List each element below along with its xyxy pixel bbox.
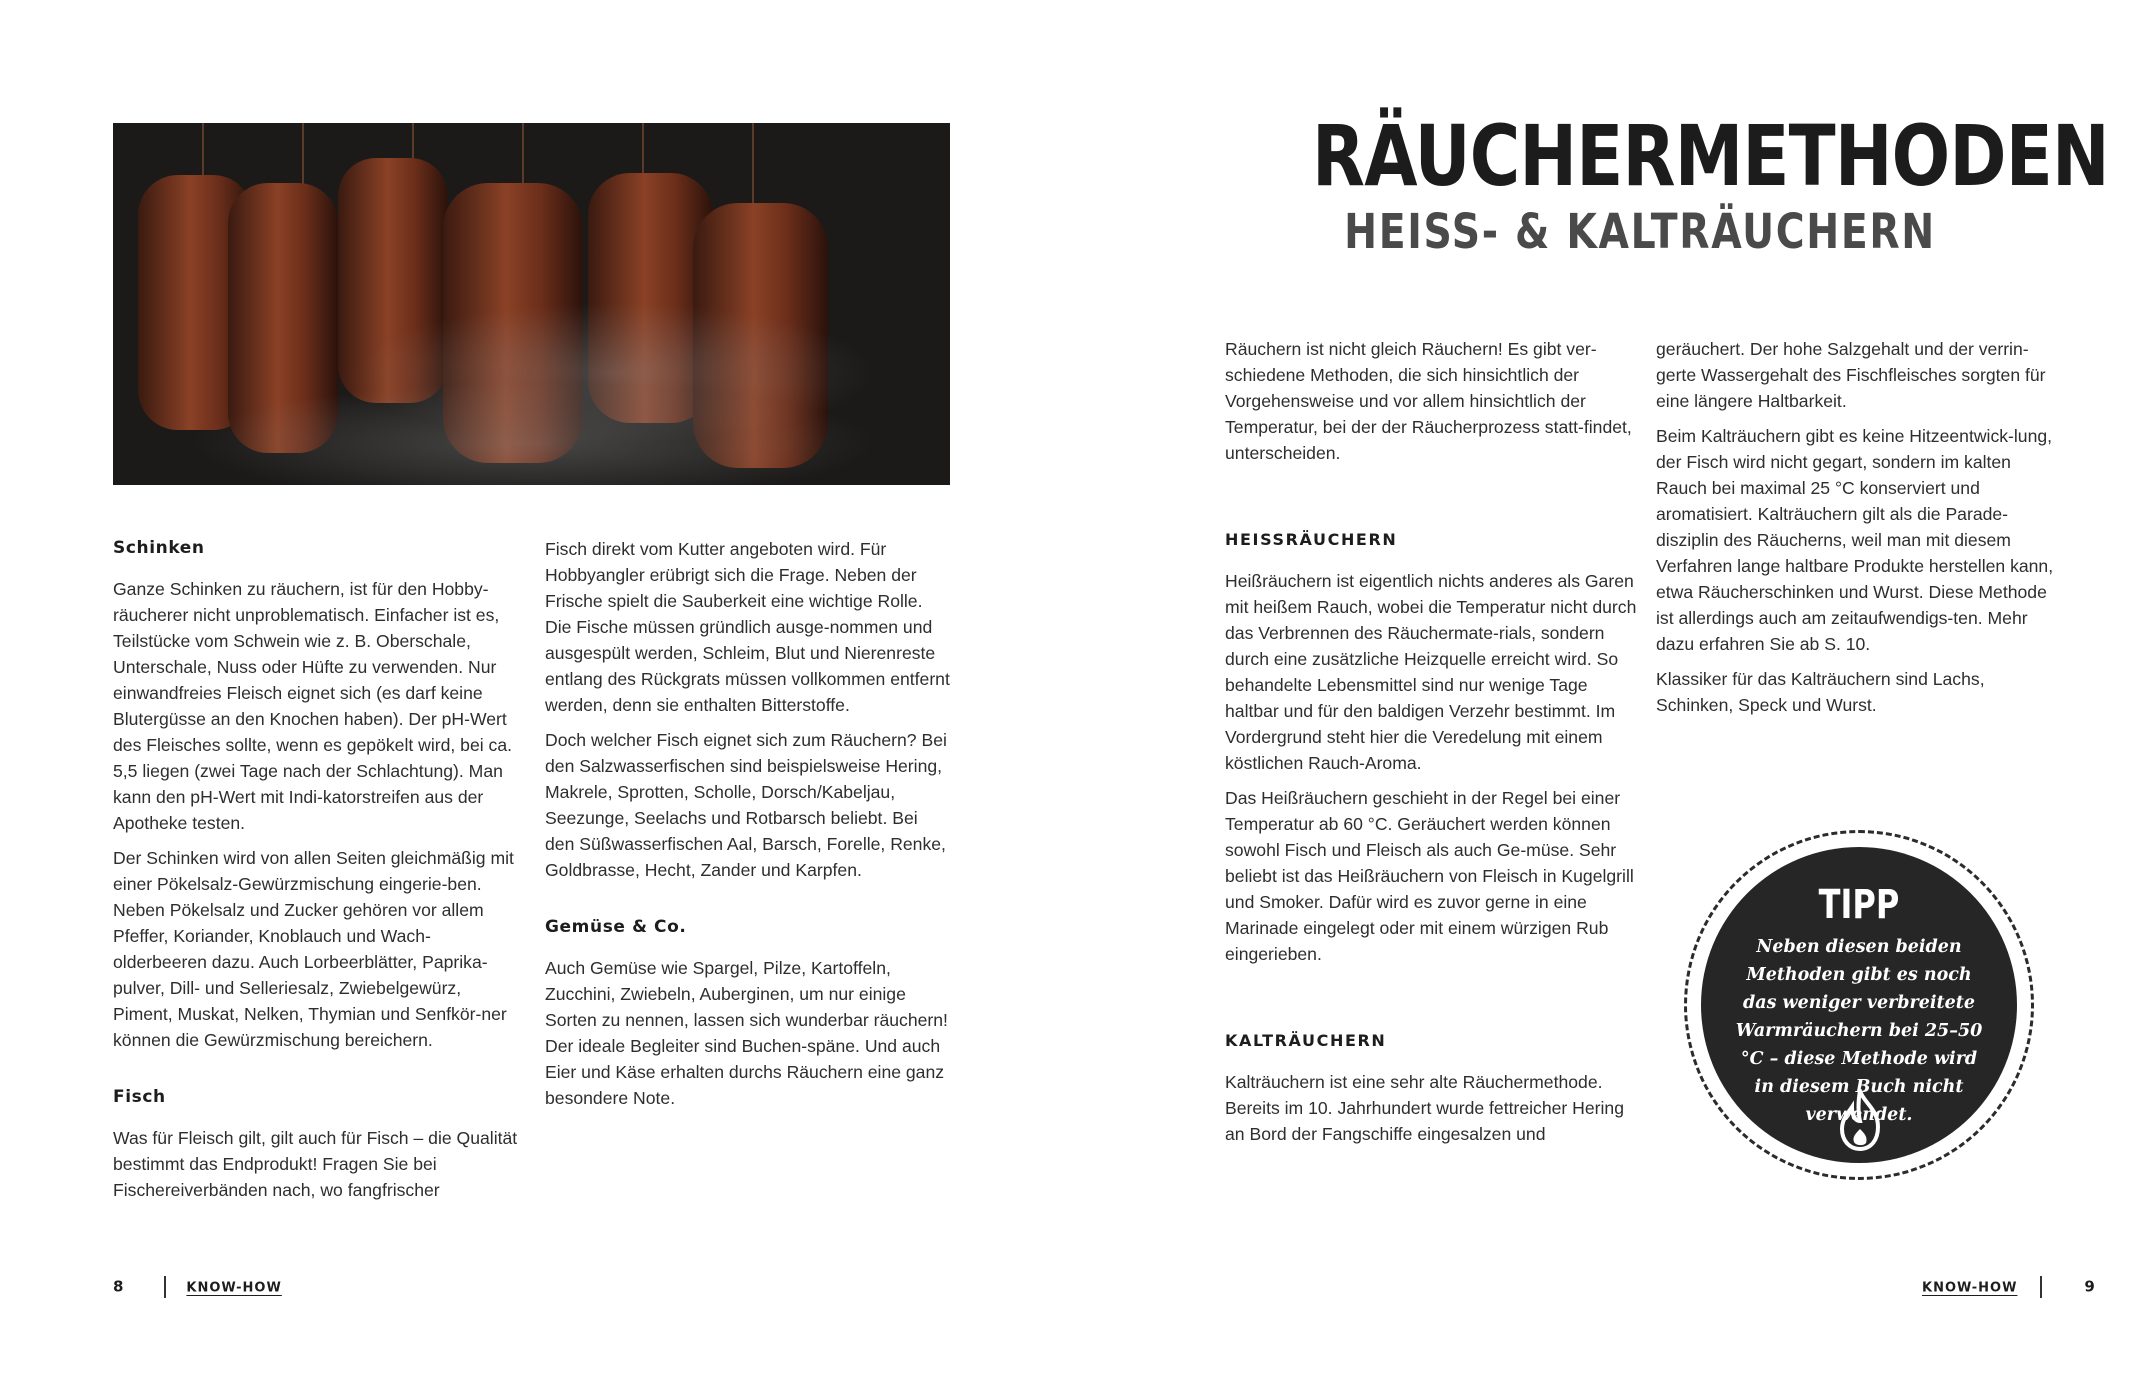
kalt-paragraph-2: geräuchert. Der hohe Salzgehalt und der verrin-gerte Wassergehalt des Fischfleisches sorgten für eine längere Haltbarkeit. [1656,339,2046,411]
left-column-2 [545,536,950,1120]
fisch-paragraph-2: Fisch direkt vom Kutter angeboten wird. Für Hobbyangler erübrigt sich die Frage. Neben der Frische spielt die Sauberkeit eine wichtige Rolle. Die Fische müssen gründlich ausge-nommen und ausgespült werden, Schleim, Blut und Nierenreste entlang des Rückgrats müssen vollkommen entfernt werden, denn sie enthalten Bitterstoffe. [545,539,950,715]
heading-fisch: Fisch [113,1087,166,1107]
intro-paragraph: Räuchern ist nicht gleich Räuchern! Es gibt ver-schiedene Methoden, die sich hinsichtlich der Vorgehensweise und vor allem hinsichtlich der Temperatur, bei der der Räucherprozess statt-findet, unterscheiden. [1225,339,1632,463]
left-column-1 [113,536,521,1212]
left-footer [113,1276,282,1299]
tip-circle [1701,847,2017,1163]
page-title: RÄUCHERMETHODEN [1312,107,2109,205]
section-label-right: KNOW-HOW [1922,1280,2018,1296]
right-column-2 [1656,336,2066,727]
smoked-ham-photo [113,123,950,485]
kalt-paragraph-1: Kalträuchern ist eine sehr alte Räuchermethode. Bereits im 10. Jahrhundert wurde fettreicher Hering an Bord der Fangschiffe eingesalzen und [1225,1072,1624,1144]
schinken-paragraph-1: Ganze Schinken zu räuchern, ist für den Hobby-räucherer nicht unproblematisch. Einfacher ist es, Teilstücke vom Schwein wie z. B. Oberschale, Unterschale, Nuss oder Hüfte zu verwenden. Nur einwandfreies Fleisch eignet sich (es darf keine Blutergüsse an den Knochen haben). Der pH-Wert des Fleisches sollte, wenn es gepökelt wird, bei ca. 5,5 liegen (zwei Tage nach der Schlachtung). Man kann den pH-Wert mit Indi-katorstreifen aus der Apotheke testen. [113,579,512,833]
page-number-left: 8 [113,1277,124,1296]
fisch-paragraph-1: Was für Fleisch gilt, gilt auch für Fisch – die Qualität bestimmt das Endprodukt! Fragen Sie bei Fischereiverbänden nach, wo fangfrischer [113,1128,518,1200]
footer-divider-right [2040,1276,2042,1298]
flame-icon [1834,1089,1886,1151]
heading-schinken: Schinken [113,538,205,558]
heading-heissraeuchern: HEISSRÄUCHERN [1225,530,1398,549]
right-column-1 [1225,336,1637,1156]
page-headline [1240,107,2109,260]
heading-gemuese: Gemüse & Co. [545,917,687,937]
page-subtitle: HEISS- & KALTRÄUCHERN [1344,204,1936,260]
tip-badge [1684,830,2034,1180]
smoked-ham-illustration [113,123,950,485]
kalt-paragraph-4: Klassiker für das Kalträuchern sind Lachs, Schinken, Speck und Wurst. [1656,669,1985,715]
schinken-paragraph-2: Der Schinken wird von allen Seiten gleichmäßig mit einer Pökelsalz-Gewürzmischung eingerie-ben. Neben Pökelsalz und Zucker gehören vor allem Pfeffer, Koriander, Knoblauch und Wach-olderbeeren dazu. Auch Lorbeerblätter, Paprika-pulver, Dill- und Selleriesalz, Zwiebelgewürz, Piment, Muskat, Nelken, Thymian und Senfkör-ner können die Gewürzmischung bereichern. [113,848,514,1050]
section-label-left: KNOW-HOW [186,1280,282,1296]
heiss-paragraph-1: Heißräuchern ist eigentlich nichts anderes als Garen mit heißem Rauch, wobei die Temperatur nicht durch das Verbrennen des Räuchermate-rials, sondern durch eine zusätzliche Heizquelle erreicht wird. So behandelte Lebensmittel sind nur wenige Tage haltbar und für den baldigen Verzehr bestimmt. Im Vordergrund steht hier die Veredelung mit einem köstlichen Rauch-Aroma. [1225,571,1637,773]
right-footer [1922,1276,2095,1299]
tip-title: TIPP [1818,882,1900,928]
kalt-paragraph-3: Beim Kalträuchern gibt es keine Hitzeentwick-lung, der Fisch wird nicht gegart, sondern im kalten Rauch bei maximal 25 °C konserviert und aromatisiert. Kalträuchern gilt als die Parade-disziplin des Räucherns, weil man mit diesem Verfahren lange haltbare Produkte herstellen kann, etwa Räucherschinken und Wurst. Diese Methode ist allerdings auch am zeitaufwendigs-ten. Mehr dazu erfahren Sie ab S. 10. [1656,426,2054,654]
heiss-paragraph-2: Das Heißräuchern geschieht in der Regel bei einer Temperatur ab 60 °C. Geräuchert werden können sowohl Fisch und Fleisch als auch Ge-müse. Sehr beliebt ist das Heißräuchern von Fleisch in Kugelgrill und Smoker. Dafür wird es zuvor gerne in eine Marinade eingelegt oder mit einem würzigen Rub eingerieben. [1225,788,1634,964]
page-number-right: 9 [2084,1277,2095,1296]
gemuese-paragraph-1: Auch Gemüse wie Spargel, Pilze, Kartoffeln, Zucchini, Zwiebeln, Auberginen, um nur einige Sorten zu nennen, lassen sich wunderbar räuchern! Der ideale Begleiter sind Buchen-späne. Und auch Eier und Käse erhalten durchs Räuchern eine ganz besondere Note. [545,958,948,1108]
tip-text: Neben diesen beiden Methoden gibt es noch das weniger verbreitete Warmräuchern bei 25–50 °C – diese Methode wird in diesem Buch nicht verwendet. [1735,937,1983,1125]
fisch-paragraph-3: Doch welcher Fisch eignet sich zum Räuchern? Bei den Salzwasserfischen sind beispielsweise Hering, Makrele, Sprotten, Scholle, Dorsch/Kabeljau, Seezunge, Seelachs und Rotbarsch beliebt. Bei den Süßwasserfischen Aal, Barsch, Forelle, Renke, Goldbrasse, Hecht, Zander und Karpfen. [545,730,947,880]
heading-kaltraeuchern: KALTRÄUCHERN [1225,1031,1387,1050]
footer-divider-left [164,1276,166,1298]
